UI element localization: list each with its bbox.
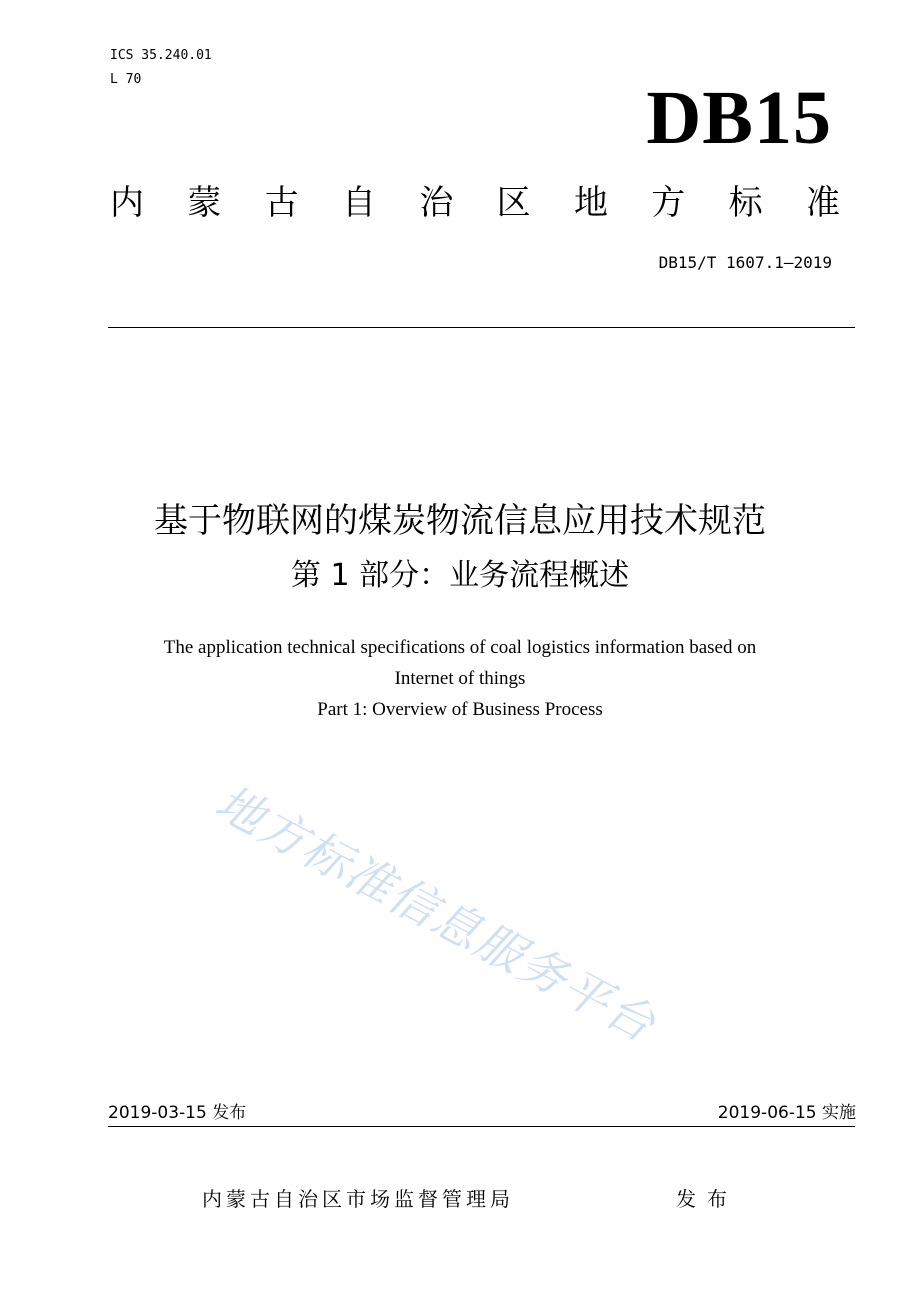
standard-type-char: 自 (341, 183, 376, 223)
title-english-line: Internet of things (394, 668, 526, 689)
title-chinese-part: 第 1 部分：业务流程概述 (290, 558, 630, 593)
standard-type-heading (110, 176, 840, 230)
title-english-line: The application technical specifications of coal logistics information based on (163, 637, 757, 658)
implementation-date: 2019-06-15 实施 (717, 1103, 856, 1123)
standard-type-char: 地 (573, 183, 608, 223)
standard-type-char: 标 (728, 183, 763, 223)
standard-code-logo: DB15 (646, 76, 832, 160)
title-english (0, 632, 920, 725)
standard-type-char: 区 (496, 183, 531, 223)
standard-type-char: 方 (651, 183, 686, 223)
footer-divider (108, 1126, 855, 1127)
issuing-authority: 内蒙古自治区市场监督管理局 (202, 1187, 514, 1211)
header-divider (108, 327, 855, 328)
standard-type-char: 蒙 (187, 183, 222, 223)
classification-code: L 70 (110, 72, 142, 87)
standard-type-char: 准 (805, 183, 840, 223)
issue-date: 2019-03-15 发布 (108, 1103, 247, 1123)
standard-type-char: 古 (264, 183, 299, 223)
standard-type-char: 治 (419, 183, 454, 223)
watermark: 地方标准信息服务平台 (206, 775, 665, 1054)
ics-code: ICS 35.240.01 (110, 48, 212, 63)
title-english-line: Part 1: Overview of Business Process (317, 699, 603, 720)
title-chinese-main: 基于物联网的煤炭物流信息应用技术规范 (154, 501, 766, 541)
publish-label: 发布 (676, 1187, 738, 1211)
standard-type-char: 内 (110, 183, 144, 223)
standard-number: DB15/T 1607.1—2019 (658, 253, 832, 272)
